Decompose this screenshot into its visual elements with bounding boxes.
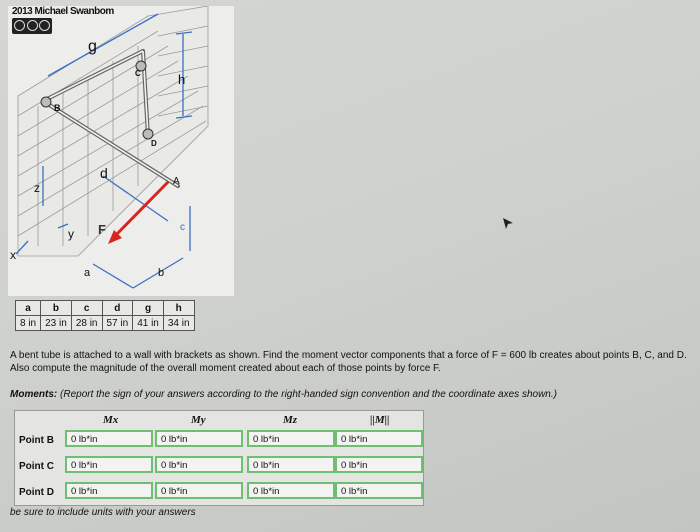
- input-b-mx[interactable]: 0 lb*in: [65, 430, 153, 447]
- input-c-mx[interactable]: 0 lb*in: [65, 456, 153, 473]
- label-c-point: C: [135, 69, 141, 78]
- dim-header-d: d: [102, 301, 133, 316]
- dim-header-g: g: [133, 301, 164, 316]
- bracket-d: [143, 129, 153, 139]
- input-d-mx[interactable]: 0 lb*in: [65, 482, 153, 499]
- units-reminder: be sure to include units with your answers: [10, 507, 196, 518]
- moments-note-text: (Report the sign of your answers according to the right-handed sign convention and the coordinate axes shown.): [57, 389, 557, 400]
- moments-label: Moments:: [10, 389, 58, 400]
- label-z: z: [34, 181, 40, 195]
- input-c-magnitude[interactable]: 0 lb*in: [335, 456, 423, 473]
- input-c-mz[interactable]: 0 lb*in: [247, 456, 335, 473]
- brick-wall: [18, 6, 208, 256]
- dim-header-h: h: [163, 301, 194, 316]
- input-d-magnitude[interactable]: 0 lb*in: [335, 482, 423, 499]
- label-x: x: [10, 248, 16, 262]
- dim-value-a: 8 in: [16, 316, 41, 331]
- input-d-mz[interactable]: 0 lb*in: [247, 482, 335, 499]
- label-g: g: [88, 38, 97, 55]
- row-label-point-c: Point C: [19, 461, 54, 472]
- creative-commons-icon: [12, 18, 52, 34]
- label-b: B: [54, 103, 61, 113]
- input-c-my[interactable]: 0 lb*in: [155, 456, 243, 473]
- copyright-text: 2013 Michael Swanbom: [12, 6, 114, 17]
- answer-table: [14, 410, 424, 506]
- label-d: d: [100, 165, 108, 181]
- label-h: h: [178, 72, 186, 87]
- dim-value-g: 41 in: [133, 316, 164, 331]
- dimensions-table: [15, 300, 195, 331]
- dim-value-b: 23 in: [41, 316, 72, 331]
- bent-tube-diagram: [8, 6, 234, 296]
- row-label-point-b: Point B: [19, 435, 54, 446]
- bracket-b: [41, 97, 51, 107]
- dimensions-value-row: [16, 316, 195, 331]
- label-y: y: [68, 227, 74, 241]
- header-magnitude: ||M||: [370, 414, 390, 426]
- dim-header-a: a: [16, 301, 41, 316]
- dim-value-c: 28 in: [71, 316, 102, 331]
- label-f: F: [98, 222, 106, 237]
- dim-value-h: 34 in: [163, 316, 194, 331]
- label-b-dim: b: [158, 267, 165, 279]
- dim-header-b: b: [41, 301, 72, 316]
- dim-value-d: 57 in: [102, 316, 133, 331]
- dimensions-header-row: [16, 301, 195, 316]
- header-mz: Mz: [283, 414, 298, 426]
- input-d-my[interactable]: 0 lb*in: [155, 482, 243, 499]
- label-d-point: D: [151, 139, 157, 148]
- moments-instructions: [10, 389, 557, 400]
- label-c: c: [180, 222, 185, 233]
- dim-header-c: c: [71, 301, 102, 316]
- label-a-point: A: [173, 176, 180, 187]
- header-my: My: [191, 414, 206, 426]
- row-label-point-d: Point D: [19, 487, 54, 498]
- label-a: a: [84, 267, 91, 279]
- problem-figure: [8, 6, 234, 296]
- input-b-my[interactable]: 0 lb*in: [155, 430, 243, 447]
- problem-statement: A bent tube is attached to a wall with brackets as shown. Find the moment vector components that a force of F = 600 lb creates about points B, C, and D. Also compute the magnitude of the overall moment created about each of those points by force F.: [10, 350, 687, 374]
- mouse-cursor-icon: [503, 218, 513, 230]
- input-b-magnitude[interactable]: 0 lb*in: [335, 430, 423, 447]
- input-b-mz[interactable]: 0 lb*in: [247, 430, 335, 447]
- header-mx: Mx: [103, 414, 119, 426]
